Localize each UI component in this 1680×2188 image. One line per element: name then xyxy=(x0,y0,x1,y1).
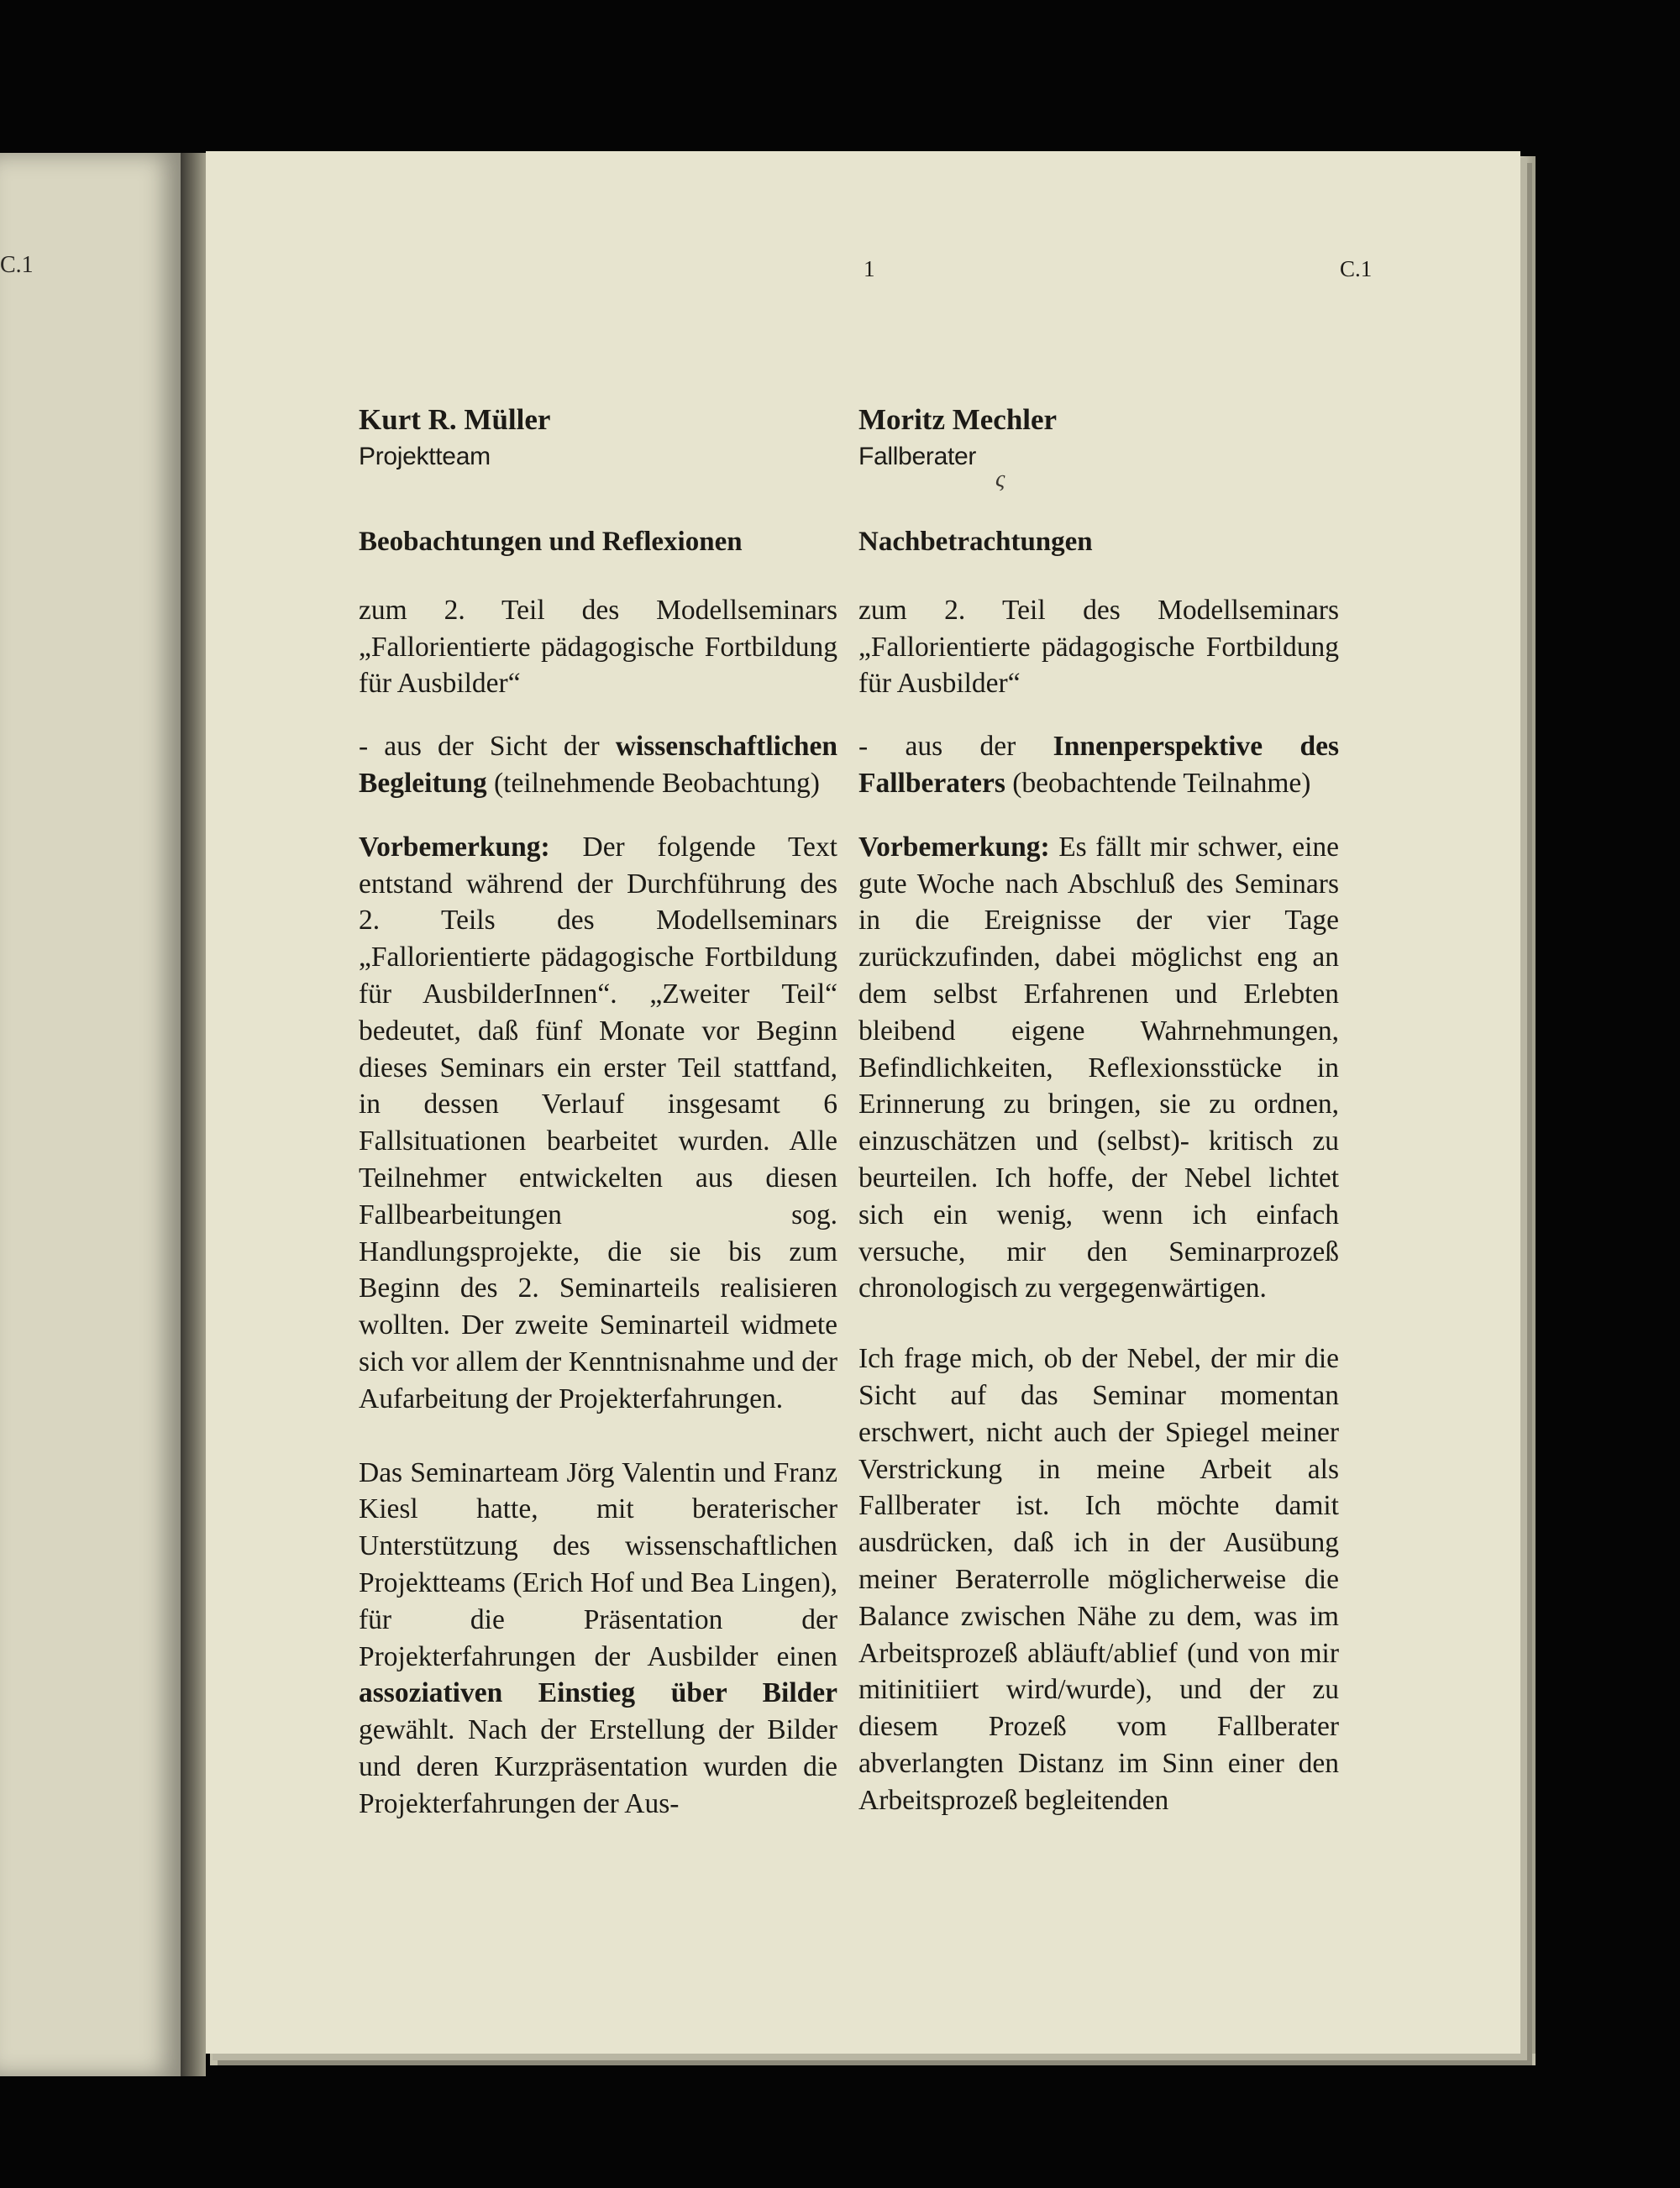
perspective-prefix: - aus der xyxy=(858,731,1053,763)
preliminary-remark xyxy=(858,829,1339,1307)
perspective-suffix: (beobachtende Teilnahme) xyxy=(1005,767,1311,799)
page-stack-bottom xyxy=(210,2054,1536,2065)
perspective-bold: wissenschaftlichen Begleitung xyxy=(359,731,837,799)
remark-text: Der folgende Text entstand während der Durchführung des 2. Teils des Modellseminars „Fallorientierte pädagogische Fortbildung für AusbilderInnen“. „Zweiter Teil“ bedeutet, daß fünf Monate vor Beginn dieses Seminars ein erster Teil stattfand, in dessen Verlauf insgesamt 6 Fallsituationen bearbeitet wurden. Alle Teilnehmer entwickelten aus diesen Fallbearbeitungen sog. Handlungsprojekte, die sie bis zum Beginn des 2. Seminarteils realisieren wollten. Der zweite Seminarteil widmete sich vor allem der Kenntnisnahme und der Aufarbeitung der Projekterfahrungen. xyxy=(359,831,837,1414)
pencil-mark: ς xyxy=(995,466,1005,492)
author-role: Fallberater xyxy=(858,443,977,470)
article-heading: Nachbetrachtungen xyxy=(858,527,1093,557)
perspective-prefix: - aus der Sicht der xyxy=(359,731,616,763)
right-column xyxy=(858,401,1339,1819)
book-gutter xyxy=(181,153,206,2076)
page-header xyxy=(206,256,1520,290)
perspective-bold: Innenperspektive des Fallberaters xyxy=(858,731,1339,799)
document-page xyxy=(206,151,1520,2054)
body-paragraph xyxy=(359,1455,837,1823)
left-page-section-code: C.1 xyxy=(0,252,34,278)
author-role: Projektteam xyxy=(359,443,491,470)
article-subtitle: zum 2. Teil des Modellseminars „Fallorientierte pädagogische Fortbildung für Ausbilder“ xyxy=(858,594,1339,700)
author-name: Kurt R. Müller xyxy=(359,403,551,436)
perspective-line xyxy=(858,728,1339,802)
remark-label: Vorbemerkung: xyxy=(858,831,1050,863)
section-code: C.1 xyxy=(1340,256,1373,281)
paragraph-text-b: gewählt. Nach der Erstellung der Bilder und deren Kurzpräsentation wurden die Projekterfahrungen der Aus- xyxy=(359,1714,837,1819)
remark-label: Vorbemerkung: xyxy=(359,831,550,863)
page-stack-edge xyxy=(1520,156,1536,2065)
page-number: 1 xyxy=(864,256,875,281)
author-name: Moritz Mechler xyxy=(858,403,1058,436)
perspective-line xyxy=(359,728,837,802)
article-heading: Beobachtungen und Reflexionen xyxy=(359,527,743,557)
paragraph-bold: assoziativen Einstieg über Bilder xyxy=(359,1677,837,1709)
body-paragraph: Ich frage mich, ob der Nebel, der mir die Sicht auf das Seminar momentan erschwert, nicht auch der Spiegel meiner Verstrickung in meine Arbeit als Fallberater ist. Ich möchte damit ausdrücken, daß ich in der Ausübung meiner Beraterrolle möglicherweise die Balance zwischen Nähe zu dem, was im Arbeitsprozeß abläuft/ablief (und von mir mitinitiiert wird/wurde), und der zu diesem Prozeß vom Fallberater abverlangten Distanz im Sinn einer den Arbeitsprozeß begleitenden xyxy=(858,1343,1339,1816)
preliminary-remark xyxy=(359,829,837,1418)
article-subtitle: zum 2. Teil des Modellseminars „Fallorientierte pädagogische Fortbildung für Ausbilder“ xyxy=(359,594,837,700)
perspective-suffix: (teilnehmende Beobachtung) xyxy=(486,767,820,799)
remark-text: Es fällt mir schwer, eine gute Woche nach Abschluß des Seminars in die Ereignisse der vier Tage zurückzufinden, dabei möglichst eng an dem selbst Erfahrenen und Erlebten bleibend eigene Wahrnehmungen, Befindlichkeiten, Reflexionsstücke in Erinnerung zu bringen, sie zu ordnen, einzuschätzen und (selbst)- kritisch zu beurteilen. Ich hoffe, der Nebel lichtet sich ein wenig, wenn ich einfach versuche, mir den Seminarprozeß chronologisch zu vergegenwärtigen. xyxy=(858,831,1339,1304)
paragraph-text-a: Das Seminarteam Jörg Valentin und Franz Kiesl hatte, mit beraterischer Unterstützung des wissenschaftlichen Projektteams (Erich Hof und Bea Lingen), für die Präsentation der Projekterfahrungen der Ausbilder einen xyxy=(359,1456,837,1672)
left-column xyxy=(359,401,837,1823)
left-facing-page xyxy=(0,153,181,2076)
